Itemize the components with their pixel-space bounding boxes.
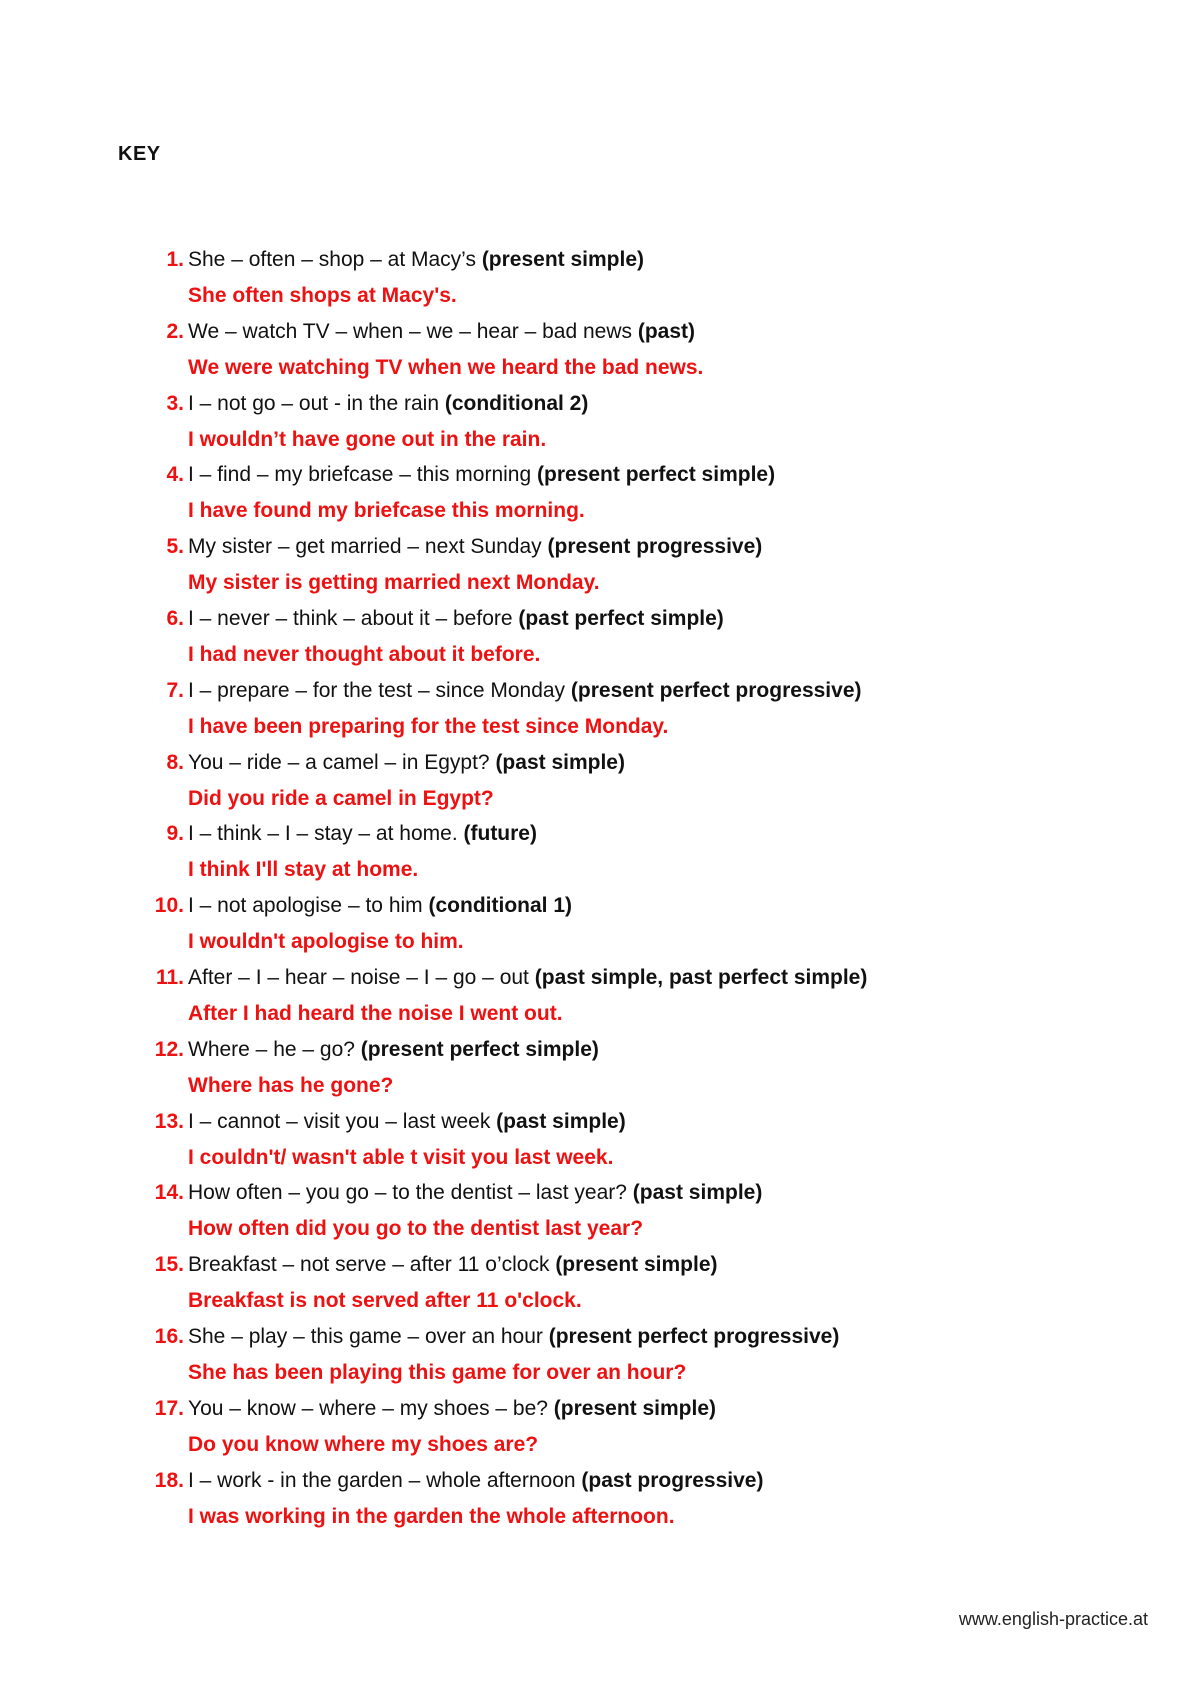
item-answer: I was working in the garden the whole afternoon. bbox=[188, 1504, 675, 1528]
prompt-text: I – never – think – about it – before bbox=[188, 606, 513, 630]
item-prompt bbox=[188, 1391, 716, 1427]
item-answer: I wouldn't apologise to him. bbox=[188, 930, 464, 954]
item-prompt bbox=[188, 1319, 839, 1355]
list-item bbox=[118, 1175, 1118, 1247]
item-answer: I had never thought about it before. bbox=[188, 642, 541, 666]
item-number: 14. bbox=[154, 1181, 184, 1205]
item-number: 15. bbox=[154, 1253, 184, 1277]
tense-label: (past) bbox=[637, 319, 695, 343]
item-answer: My sister is getting married next Monday. bbox=[188, 571, 600, 595]
item-prompt bbox=[188, 1032, 599, 1068]
item-answer: Breakfast is not served after 11 o'clock. bbox=[188, 1289, 582, 1313]
prompt-text: You – know – where – my shoes – be? bbox=[188, 1396, 548, 1420]
item-prompt bbox=[188, 457, 775, 493]
prompt-text: I – think – I – stay – at home. bbox=[188, 822, 458, 846]
item-prompt bbox=[188, 673, 862, 709]
list-item bbox=[118, 386, 1118, 458]
item-number: 11. bbox=[155, 965, 184, 989]
prompt-text: I – not apologise – to him bbox=[188, 894, 423, 918]
item-prompt bbox=[188, 960, 867, 996]
tense-label: (present perfect simple) bbox=[537, 463, 776, 487]
item-number: 7. bbox=[166, 678, 184, 702]
prompt-text: You – ride – a camel – in Egypt? bbox=[188, 750, 490, 774]
item-answer: How often did you go to the dentist last year? bbox=[188, 1217, 644, 1241]
item-number: 6. bbox=[166, 606, 184, 630]
item-number: 5. bbox=[166, 535, 184, 559]
tense-label: (past simple) bbox=[496, 1109, 626, 1133]
item-number: 10. bbox=[154, 894, 184, 918]
tense-label: (present simple) bbox=[481, 248, 645, 271]
item-answer: She has been playing this game for over an hour? bbox=[188, 1360, 687, 1384]
prompt-text: How often – you go – to the dentist – last year? bbox=[188, 1181, 627, 1205]
item-answer: Where has he gone? bbox=[188, 1073, 394, 1097]
item-prompt bbox=[188, 745, 625, 781]
prompt-text: Where – he – go? bbox=[188, 1037, 355, 1061]
item-number: 1. bbox=[166, 248, 184, 271]
prompt-text: I – find – my briefcase – this morning bbox=[188, 463, 532, 487]
list-item bbox=[118, 529, 1118, 601]
list-item bbox=[118, 242, 1118, 314]
tense-label: (present perfect progressive) bbox=[548, 1324, 840, 1348]
footer-website: www.english-practice.at bbox=[958, 1609, 1148, 1629]
page-title: KEY bbox=[118, 143, 161, 165]
list-item bbox=[118, 745, 1118, 817]
tense-label: (present progressive) bbox=[547, 535, 763, 559]
item-prompt bbox=[188, 386, 588, 422]
item-answer: I have found my briefcase this morning. bbox=[188, 499, 585, 523]
list-item bbox=[118, 601, 1118, 673]
item-prompt bbox=[188, 529, 762, 565]
item-answer: I have been preparing for the test since Monday. bbox=[188, 714, 669, 738]
item-number: 4. bbox=[166, 463, 184, 487]
item-answer: Do you know where my shoes are? bbox=[188, 1432, 539, 1456]
exercise-list bbox=[118, 242, 1118, 1534]
prompt-text: Breakfast – not serve – after 11 o’clock bbox=[188, 1253, 550, 1277]
item-number: 13. bbox=[154, 1109, 184, 1133]
list-item bbox=[118, 960, 1118, 1032]
prompt-text: I – not go – out - in the rain bbox=[188, 391, 439, 415]
tense-label: (present simple) bbox=[553, 1396, 717, 1420]
item-prompt bbox=[188, 242, 644, 278]
list-item bbox=[118, 673, 1118, 745]
list-item bbox=[118, 1319, 1118, 1391]
item-prompt bbox=[188, 314, 695, 350]
item-answer: We were watching TV when we heard the bad news. bbox=[188, 355, 704, 379]
item-prompt bbox=[188, 1463, 763, 1499]
list-item bbox=[118, 314, 1118, 386]
item-prompt bbox=[188, 888, 572, 924]
tense-label: (past progressive) bbox=[581, 1468, 764, 1492]
item-answer: I couldn't/ wasn't able t visit you last week. bbox=[188, 1145, 614, 1169]
tense-label: (past perfect simple) bbox=[518, 606, 724, 630]
tense-label: (past simple) bbox=[632, 1181, 763, 1205]
prompt-text: I – work - in the garden – whole afternoon bbox=[188, 1468, 576, 1492]
item-number: 18. bbox=[154, 1468, 184, 1492]
tense-label: (conditional 2) bbox=[444, 391, 589, 415]
prompt-text: I – cannot – visit you – last week bbox=[188, 1109, 491, 1133]
list-item bbox=[118, 1104, 1118, 1176]
tense-label: (past simple, past perfect simple) bbox=[534, 965, 868, 989]
prompt-text: We – watch TV – when – we – hear – bad news bbox=[188, 319, 632, 343]
tense-label: (conditional 1) bbox=[428, 894, 572, 918]
list-item bbox=[118, 1391, 1118, 1463]
item-number: 9. bbox=[166, 822, 184, 846]
item-prompt bbox=[188, 1175, 762, 1211]
prompt-text: She – play – this game – over an hour bbox=[188, 1324, 543, 1348]
item-number: 3. bbox=[166, 391, 184, 415]
item-answer: Did you ride a camel in Egypt? bbox=[188, 786, 494, 810]
prompt-text: After – I – hear – noise – I – go – out bbox=[188, 965, 529, 989]
prompt-text: My sister – get married – next Sunday bbox=[188, 535, 542, 559]
item-answer: I think I'll stay at home. bbox=[188, 858, 419, 882]
item-number: 17. bbox=[154, 1396, 184, 1420]
item-answer: After I had heard the noise I went out. bbox=[188, 1001, 563, 1025]
list-item bbox=[118, 457, 1118, 529]
item-number: 12. bbox=[154, 1037, 184, 1061]
item-prompt bbox=[188, 601, 724, 637]
tense-label: (future) bbox=[463, 822, 537, 846]
item-number: 8. bbox=[166, 750, 184, 774]
prompt-text: She – often – shop – at Macy’s bbox=[188, 248, 476, 271]
tense-label: (past simple) bbox=[495, 750, 625, 774]
prompt-text: I – prepare – for the test – since Monday bbox=[188, 678, 566, 702]
item-answer: She often shops at Macy's. bbox=[188, 284, 457, 307]
item-number: 2. bbox=[166, 319, 184, 343]
list-item bbox=[118, 816, 1118, 888]
list-item bbox=[118, 888, 1118, 960]
tense-label: (present perfect simple) bbox=[360, 1037, 599, 1061]
list-item bbox=[118, 1032, 1118, 1104]
item-prompt bbox=[188, 816, 537, 852]
tense-label: (present simple) bbox=[555, 1253, 718, 1277]
item-number: 16. bbox=[154, 1324, 184, 1348]
item-answer: I wouldn’t have gone out in the rain. bbox=[188, 427, 547, 451]
item-prompt bbox=[188, 1104, 626, 1140]
list-item bbox=[118, 1247, 1118, 1319]
list-item bbox=[118, 1463, 1118, 1535]
tense-label: (present perfect progressive) bbox=[570, 678, 862, 702]
item-prompt bbox=[188, 1247, 718, 1283]
